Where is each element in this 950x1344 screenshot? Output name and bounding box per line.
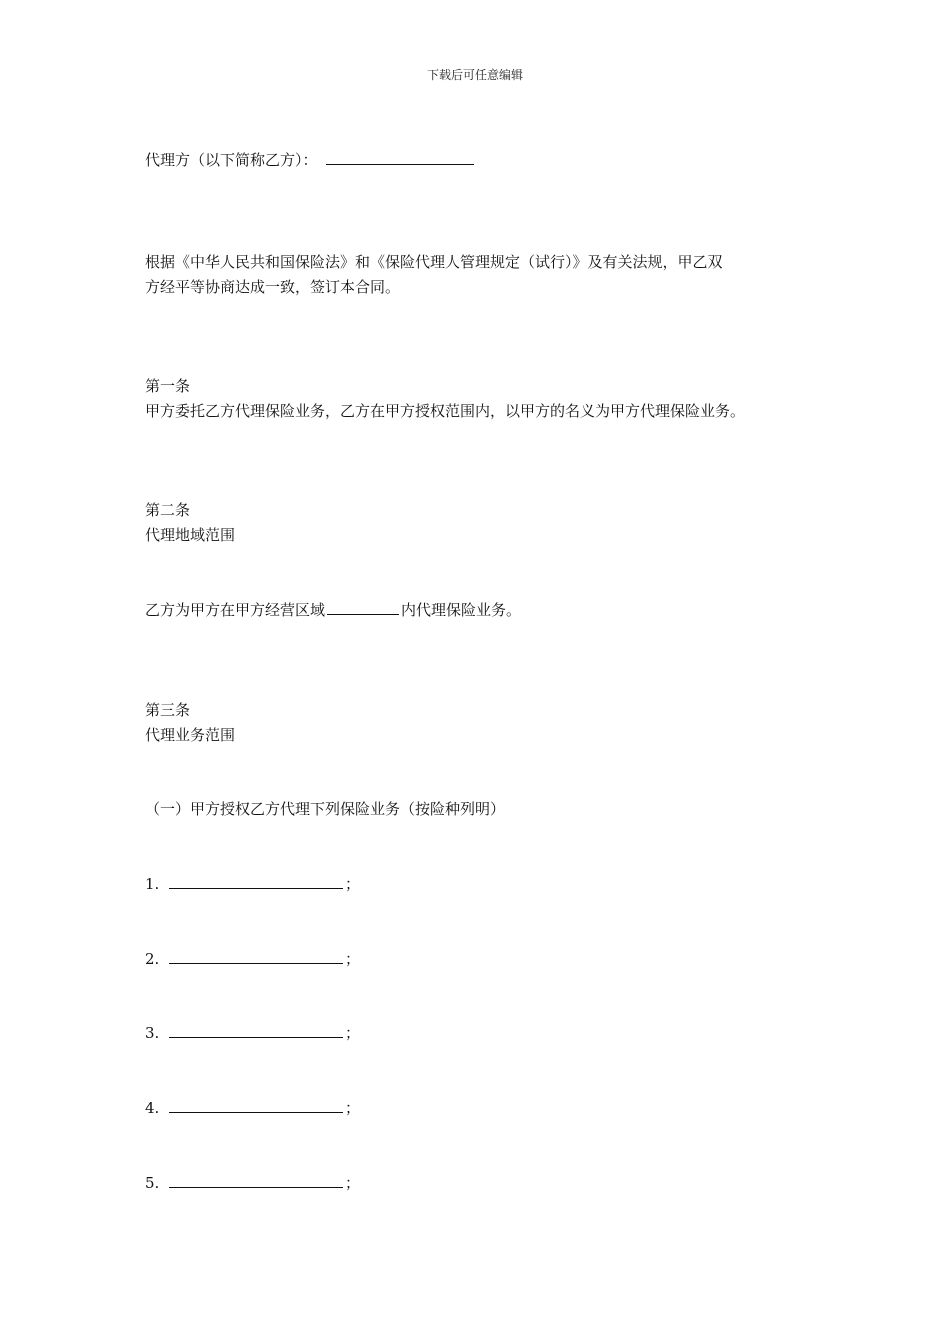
article-2-text-after: 内代理保险业务。: [401, 601, 522, 619]
article-1-title: 第一条: [145, 377, 191, 395]
article-2-region-line: [145, 598, 521, 623]
list-item-blank: [169, 1096, 343, 1113]
list-item-number: 2.: [145, 950, 160, 968]
article-2-subtitle: 代理地域范围: [145, 526, 236, 544]
article-3-subtitle: 代理业务范围: [145, 726, 236, 744]
article-1-text: 甲方委托乙方代理保险业务，乙方在甲方授权范围内，以甲方的名义为甲方代理保险业务。: [145, 402, 746, 420]
list-item-number: 4.: [145, 1099, 160, 1117]
article-3-clause-1: （一）甲方授权乙方代理下列保险业务（按险种列明）: [145, 800, 506, 818]
list-item-number: 3.: [145, 1024, 160, 1042]
agent-party-blank: [326, 148, 474, 165]
list-item-end: ；: [345, 950, 361, 968]
list-item-end: ；: [345, 1024, 361, 1042]
list-item-number: 1.: [145, 875, 160, 893]
preamble-paragraph: [145, 250, 810, 300]
list-item-end: ；: [345, 1099, 361, 1117]
article-2: [145, 498, 810, 548]
header-note: 下载后可任意编辑: [426, 68, 523, 82]
article-2-title: 第二条: [145, 501, 191, 519]
list-item: [145, 872, 360, 897]
list-item: [145, 947, 360, 972]
list-item: [145, 1021, 360, 1046]
article-3: [145, 698, 810, 748]
list-item-number: 5.: [145, 1174, 160, 1192]
article-1: [145, 374, 810, 424]
article-3-title: 第三条: [145, 701, 191, 719]
preamble-line-1: 根据《中华人民共和国保险法》和《保险代理人管理规定（试行）》及有关法规，甲乙双: [145, 253, 723, 271]
list-item-blank: [169, 872, 343, 889]
article-2-text-before: 乙方为甲方在甲方经营区域: [145, 601, 326, 619]
list-item-end: ；: [345, 1174, 361, 1192]
list-item-blank: [169, 947, 343, 964]
list-item-end: ；: [345, 875, 361, 893]
list-item-blank: [169, 1171, 343, 1188]
agent-party-label: 代理方（以下简称乙方）：: [145, 151, 318, 169]
preamble-line-2: 方经平等协商达成一致，签订本合同。: [145, 278, 401, 296]
list-item-blank: [169, 1021, 343, 1038]
agent-party-line: [145, 148, 476, 173]
list-item: [145, 1096, 360, 1121]
region-blank: [327, 598, 399, 615]
list-item: [145, 1171, 360, 1196]
